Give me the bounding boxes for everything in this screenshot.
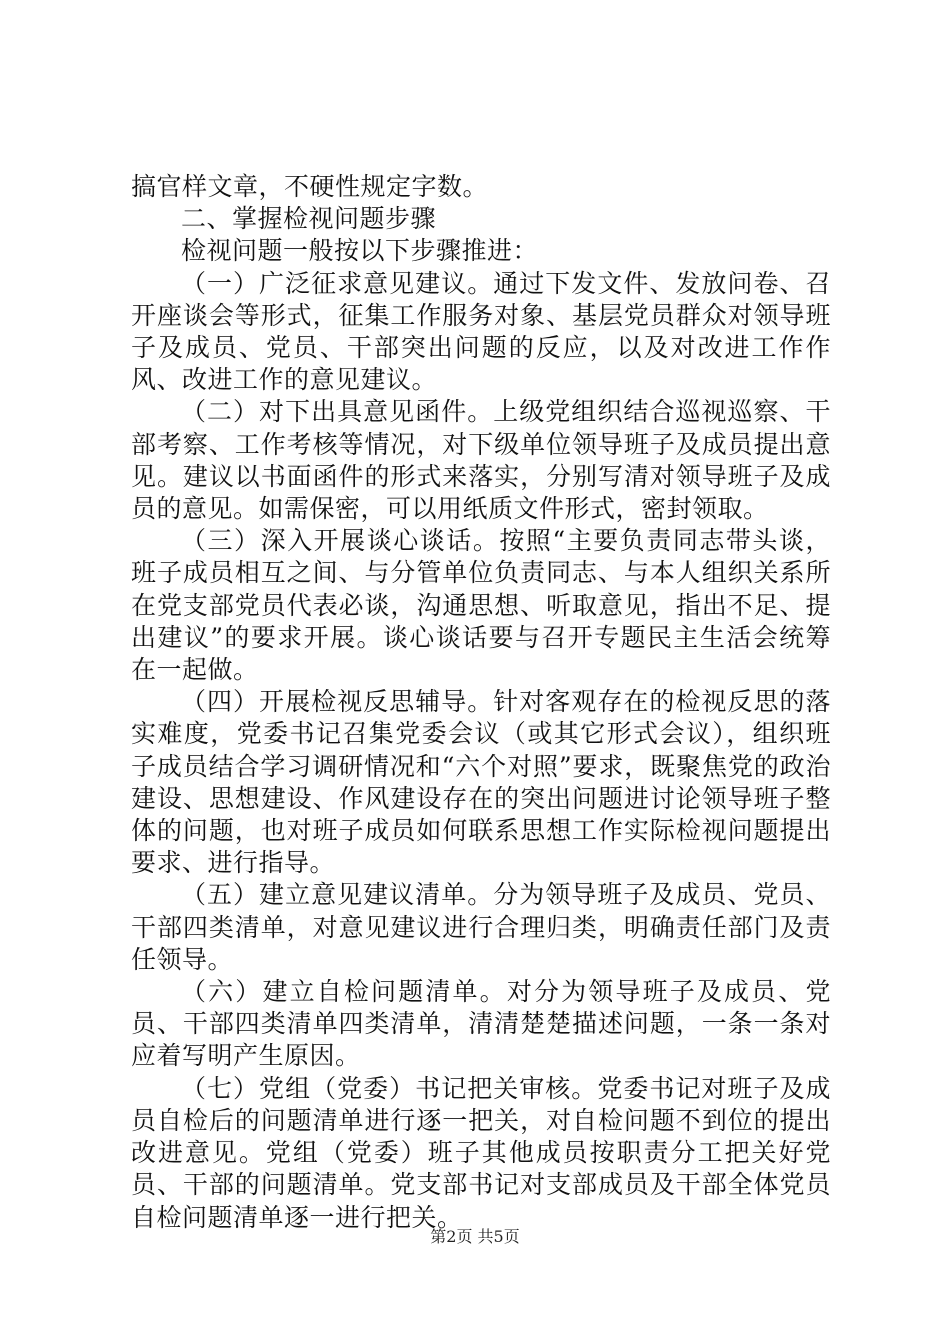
paragraph-continuation: 搞官样文章，不硬性规定字数。 [131, 172, 489, 201]
paragraph-step-3: （三）深入开展谈心谈话。按照“主要负责同志带头谈，班子成员相互之间、与分管单位负责同志、与本人组织关系所在党支部党员代表必谈，沟通思想、听取意见，指出不足、提出建议”的要求开展。谈心谈话要与召开专题民主生活会统筹在一起做。 [131, 526, 831, 685]
paragraph-step-1: （一）广泛征求意见建议。通过下发文件、发放问卷、召开座谈会等形式，征集工作服务对象、基层党员群众对领导班子及成员、党员、干部突出问题的反应，以及对改进工作作风、改进工作的意见建议。 [131, 268, 831, 395]
paragraph-step-7: （七）党组（党委）书记把关审核。党委书记对班子及成员自检后的问题清单进行逐一把关，对自检问题不到位的提出改进意见。党组（党委）班子其他成员按职责分工把关好党员、干部的问题清单。党支部书记对支部成员及干部全体党员自检问题清单逐一进行把关。 [131, 1073, 831, 1232]
paragraph-intro: 检视问题一般按以下步骤推进： [181, 236, 539, 266]
paragraph-step-2: （二）对下出具意见函件。上级党组织结合巡视巡察、干部考察、工作考核等情况，对下级单位领导班子及成员提出意见。建议以书面函件的形式来落实，分别写清对领导班子及成员的意见。如需保密，可以用纸质文件形式，密封领取。 [131, 397, 831, 524]
section-heading: 二、掌握检视问题步骤 [181, 204, 437, 234]
paragraph-step-5: （五）建立意见建议清单。分为领导班子及成员、党员、干部四类清单，对意见建议进行合理归类，明确责任部门及责任领导。 [131, 880, 831, 974]
paragraph-step-4: （四）开展检视反思辅导。针对客观存在的检视反思的落实难度，党委书记召集党委会议（或其它形式会议），组织班子成员结合学习调研情况和“六个对照”要求，既聚焦党的政治建设、思想建设、作风建设存在的突出问题进讨论领导班子整体的问题，也对班子成员如何联系思想工作实际检视问题提出要求、进行指导。 [131, 687, 831, 878]
page-number-footer: 第2页 共5页 [430, 1227, 520, 1246]
paragraph-step-6: （六）建立自检问题清单。对分为领导班子及成员、党员、干部四类清单四类清单，清清楚楚描述问题，一条一条对应着写明产生原因。 [131, 977, 831, 1071]
document-body [131, 171, 831, 1234]
